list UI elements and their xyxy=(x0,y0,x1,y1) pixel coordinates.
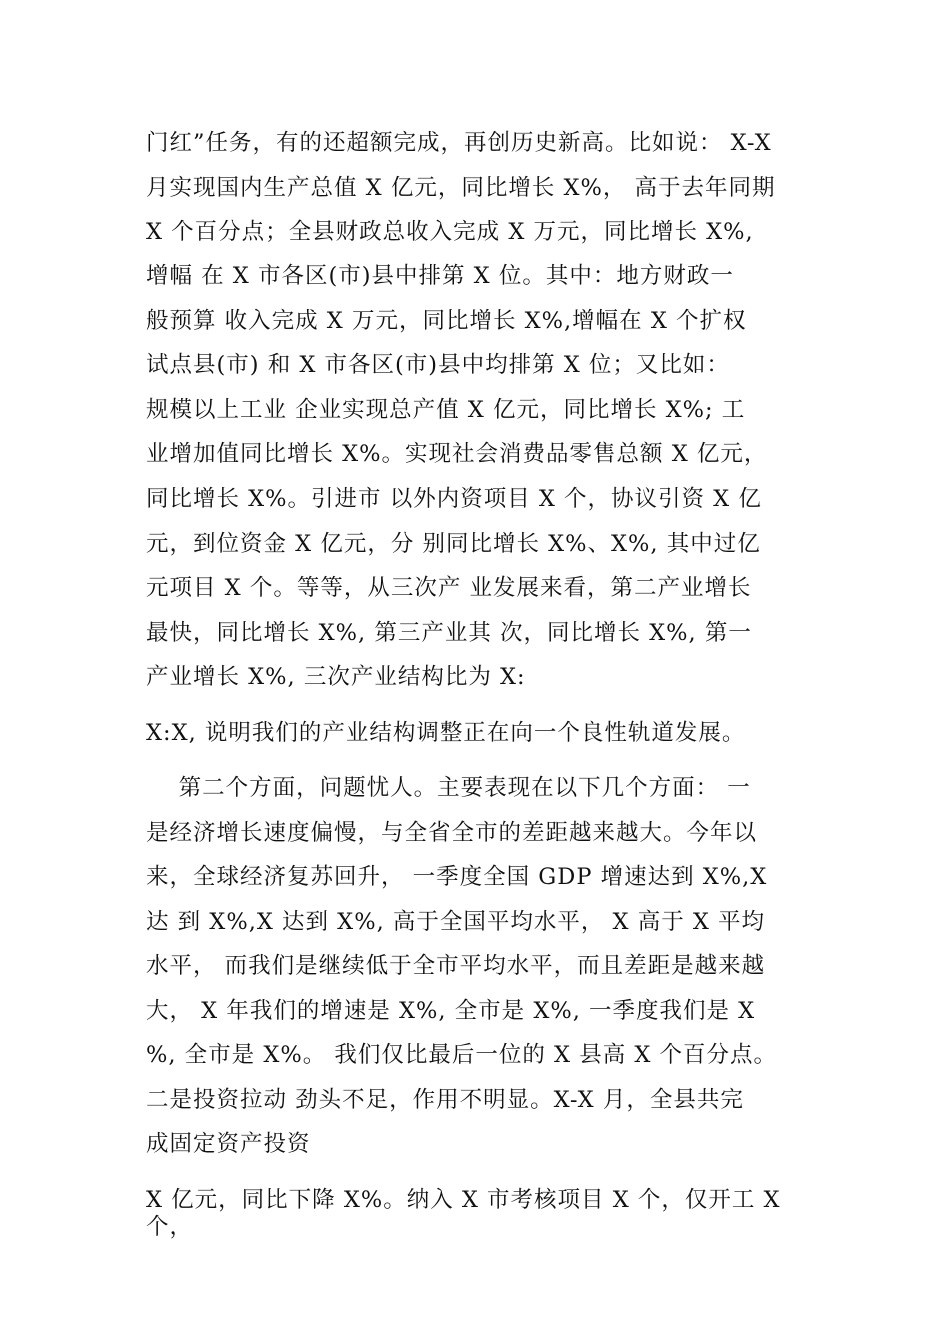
text-line: 最快，同比增长 X%, 第三产业其 次，同比增长 X%, 第一 xyxy=(146,620,752,646)
text-line: 来，全球经济复苏回升， 一季度全国 GDP 增速达到 X%,X xyxy=(146,864,768,890)
text-line: 增幅 在 X 市各区(市)县中排第 X 位。其中：地方财政一 xyxy=(146,263,734,289)
text-line: 同比增长 X%。引进市 以外内资项目 X 个，协议引资 X 亿 xyxy=(146,486,762,512)
text-line: 水平， 而我们是继续低于全市平均水平，而且差距是越来越 xyxy=(146,953,766,979)
text-line: 达 到 X%,X 达到 X%, 高于全国平均水平， X 高于 X 平均 xyxy=(146,909,766,935)
text-line: 月实现国内生产总值 X 亿元，同比增长 X%， 高于去年同期 xyxy=(146,175,776,201)
text-line: 门红”任务，有的还超额完成，再创历史新高。比如说： X-X xyxy=(146,130,772,156)
text-line: 成固定资产投资 xyxy=(146,1131,311,1157)
text-line: 个， xyxy=(146,1214,194,1240)
text-line: X 个百分点；全县财政总收入完成 X 万元，同比增长 X%, xyxy=(146,219,754,245)
text-line: 是经济增长速度偏慢，与全省全市的差距越来越大。今年以 xyxy=(146,820,758,846)
text-line: %, 全市是 X%。 我们仅比最后一位的 X 县高 X 个百分点。 xyxy=(146,1042,778,1068)
text-line: 大， X 年我们的增速是 X%, 全市是 X%, 一季度我们是 X xyxy=(146,998,756,1024)
text-line: 般预算 收入完成 X 万元，同比增长 X%,增幅在 X 个扩权 xyxy=(146,308,747,334)
text-line: 元，到位资金 X 亿元，分 别同比增长 X%、X%, 其中过亿 xyxy=(146,531,761,557)
text-line: 第二个方面，问题忧人。主要表现在以下几个方面： 一 xyxy=(146,775,751,801)
text-line: X:X, 说明我们的产业结构调整正在向一个良性轨道发展。 xyxy=(146,720,746,746)
text-line: 二是投资拉动 劲头不足，作用不明显。X-X 月，全县共完 xyxy=(146,1087,744,1113)
text-line: X 亿元，同比下降 X%。纳入 X 市考核项目 X 个，仅开工 X xyxy=(146,1187,781,1213)
text-line: 规模以上工业 企业实现总产值 X 亿元，同比增长 X%; 工 xyxy=(146,397,746,423)
text-line: 元项目 X 个。等等，从三次产 业发展来看，第二产业增长 xyxy=(146,575,752,601)
text-line: 试点县(市) 和 X 市各区(市)县中均排第 X 位；又比如： xyxy=(146,352,730,378)
text-line: 产业增长 X%, 三次产业结构比为 X: xyxy=(146,664,526,690)
text-line: 业增加值同比增长 X%。实现社会消费品零售总额 X 亿元， xyxy=(146,441,768,467)
